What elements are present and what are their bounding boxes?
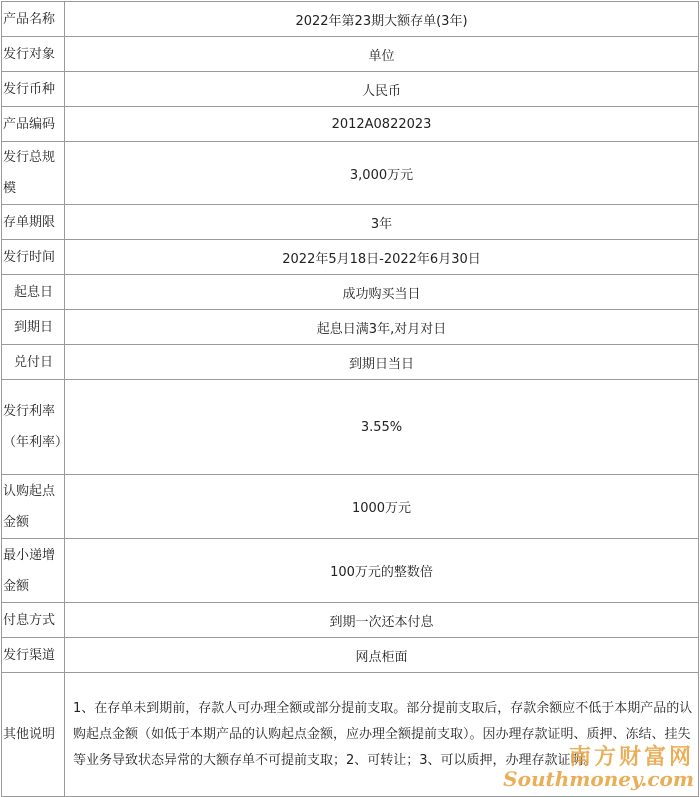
row-label: 其他说明 bbox=[2, 673, 65, 797]
row-value: 2022年5月18日-2022年6月30日 bbox=[65, 240, 699, 275]
row-label: 产品编码 bbox=[2, 107, 65, 142]
row-label: 最小递增金额 bbox=[2, 539, 65, 603]
row-value: 人民币 bbox=[65, 72, 699, 107]
table-row bbox=[2, 345, 699, 380]
table-row bbox=[2, 72, 699, 107]
row-value: 3,000万元 bbox=[65, 142, 699, 205]
row-value: 成功购买当日 bbox=[65, 275, 699, 310]
table-row bbox=[2, 638, 699, 673]
table-row bbox=[2, 475, 699, 539]
row-label: 兑付日 bbox=[2, 345, 65, 380]
row-value: 2022年第23期大额存单(3年) bbox=[65, 2, 699, 37]
table-row bbox=[2, 205, 699, 240]
row-value: 起息日满3年,对月对日 bbox=[65, 310, 699, 345]
deposit-product-table bbox=[1, 1, 699, 797]
row-label: 产品名称 bbox=[2, 2, 65, 37]
table-row bbox=[2, 539, 699, 603]
row-label: 起息日 bbox=[2, 275, 65, 310]
row-value: 2012A0822023 bbox=[65, 107, 699, 142]
table-row bbox=[2, 37, 699, 72]
row-label: 付息方式 bbox=[2, 603, 65, 638]
table-row bbox=[2, 603, 699, 638]
row-value: 网点柜面 bbox=[65, 638, 699, 673]
table-row bbox=[2, 240, 699, 275]
table-row bbox=[2, 142, 699, 205]
table-row bbox=[2, 275, 699, 310]
row-label: 存单期限 bbox=[2, 205, 65, 240]
watermark-en: Southmoney.com bbox=[503, 767, 694, 791]
row-value: 单位 bbox=[65, 37, 699, 72]
watermark-cn: 南方财富网 bbox=[568, 744, 694, 770]
row-label: 到期日 bbox=[2, 310, 65, 345]
row-label: 发行总规模 bbox=[2, 142, 65, 205]
row-label: 发行时间 bbox=[2, 240, 65, 275]
row-value: 3年 bbox=[65, 205, 699, 240]
row-label: 认购起点金额 bbox=[2, 475, 65, 539]
table-row bbox=[2, 380, 699, 475]
row-label: 发行渠道 bbox=[2, 638, 65, 673]
table-row bbox=[2, 107, 699, 142]
row-value: 到期日当日 bbox=[65, 345, 699, 380]
table-row bbox=[2, 2, 699, 37]
row-value: 100万元的整数倍 bbox=[65, 539, 699, 603]
row-value: 1000万元 bbox=[65, 475, 699, 539]
row-label: 发行利率（年利率） bbox=[2, 380, 65, 475]
table-row bbox=[2, 673, 699, 797]
row-value: 到期一次还本付息 bbox=[65, 603, 699, 638]
row-value: 3.55% bbox=[65, 380, 699, 475]
row-value: 1、在存单未到期前，存款人可办理全额或部分提前支取。部分提前支取后，存款余额应不低于本期产品的认购起点金额（如低于本期产品的认购起点金额，应办理全额提前支取）。因办理存款证明、质押、冻结、挂失等业务导致状态异常的大额存单不可提前支取；2、可转让；3、可以质押，办理存款证明。 bbox=[65, 673, 699, 797]
row-label: 发行对象 bbox=[2, 37, 65, 72]
row-label: 发行币种 bbox=[2, 72, 65, 107]
table-row bbox=[2, 310, 699, 345]
